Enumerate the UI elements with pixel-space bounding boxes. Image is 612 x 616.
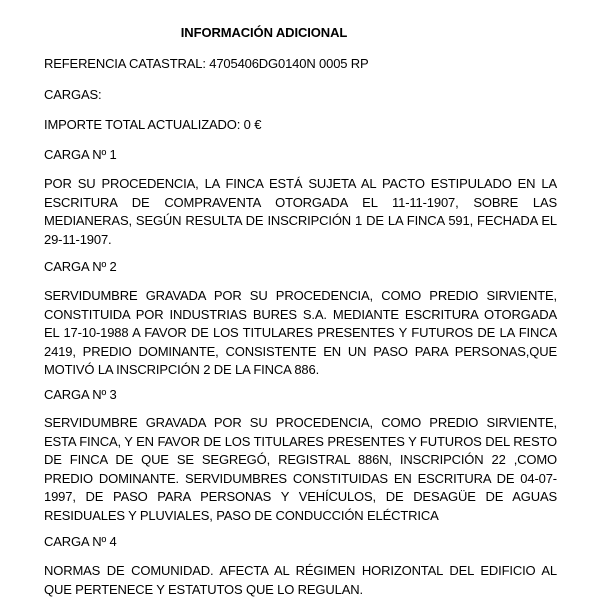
- carga-text: SERVIDUMBRE GRAVADA POR SU PROCEDENCIA, COMO PREDIO SIRVIENTE, ESTA FINCA, Y EN FAVOR DE LOS TITULARES PRESENTES Y FUTUROS DEL RESTO DE FINCA DE QUE SE SEGREGÓ, REGISTRAL 886N, INSCRIPCIÓN 22 ,COMO PREDIO DOMINANTE. SERVIDUMBRES CONSTITUIDAS EN ESCRITURA DE 04-07-1997, DE PASO PARA PERSONAS Y VEHÍCULOS, DE DESAGÜE DE AGUAS RESIDUALES Y PLUVIALES, PASO DE CONDUCCIÓN ELÉCTRICA: [44, 415, 557, 523]
- carga-heading: CARGA Nº 1: [44, 147, 117, 162]
- carga-heading: CARGA Nº 3: [44, 387, 117, 402]
- carga-text: POR SU PROCEDENCIA, LA FINCA ESTÁ SUJETA AL PACTO ESTIPULADO EN LA ESCRITURA DE COMPRAVENTA OTORGADA EL 11-11-1907, SOBRE LAS MEDIANERAS, SEGÚN RESULTA DE INSCRIPCIÓN 1 DE LA FINCA 591, FECHADA EL 29-11-1907.: [44, 176, 557, 247]
- carga-text: SERVIDUMBRE GRAVADA POR SU PROCEDENCIA, COMO PREDIO SIRVIENTE, CONSTITUIDA POR INDUSTRIAS BURES S.A. MEDIANTE ESCRITURA OTORGADA EL 17-10-1988 A FAVOR DE LOS TITULARES PRESENTES Y FUTUROS DE LA FINCA 2419, PREDIO DOMINANTE, CONSISTENTE EN UN PASO PARA PERSONAS,QUE MOTIVÓ LA INSCRIPCIÓN 2 DE LA FINCA 886.: [44, 288, 557, 377]
- carga-heading: CARGA Nº 2: [44, 259, 117, 274]
- document-title: INFORMACIÓN ADICIONAL: [180, 25, 348, 40]
- cargas-label: CARGAS:: [44, 87, 102, 102]
- carga-text: NORMAS DE COMUNIDAD. AFECTA AL RÉGIMEN HORIZONTAL DEL EDIFICIO AL QUE PERTENECE Y ESTATUTOS QUE LO REGULAN.: [44, 563, 557, 597]
- carga-heading: CARGA Nº 4: [44, 534, 117, 549]
- importe-total: IMPORTE TOTAL ACTUALIZADO: 0 €: [44, 117, 262, 132]
- referencia-catastral: REFERENCIA CATASTRAL: 4705406DG0140N 0005 RP: [44, 56, 369, 71]
